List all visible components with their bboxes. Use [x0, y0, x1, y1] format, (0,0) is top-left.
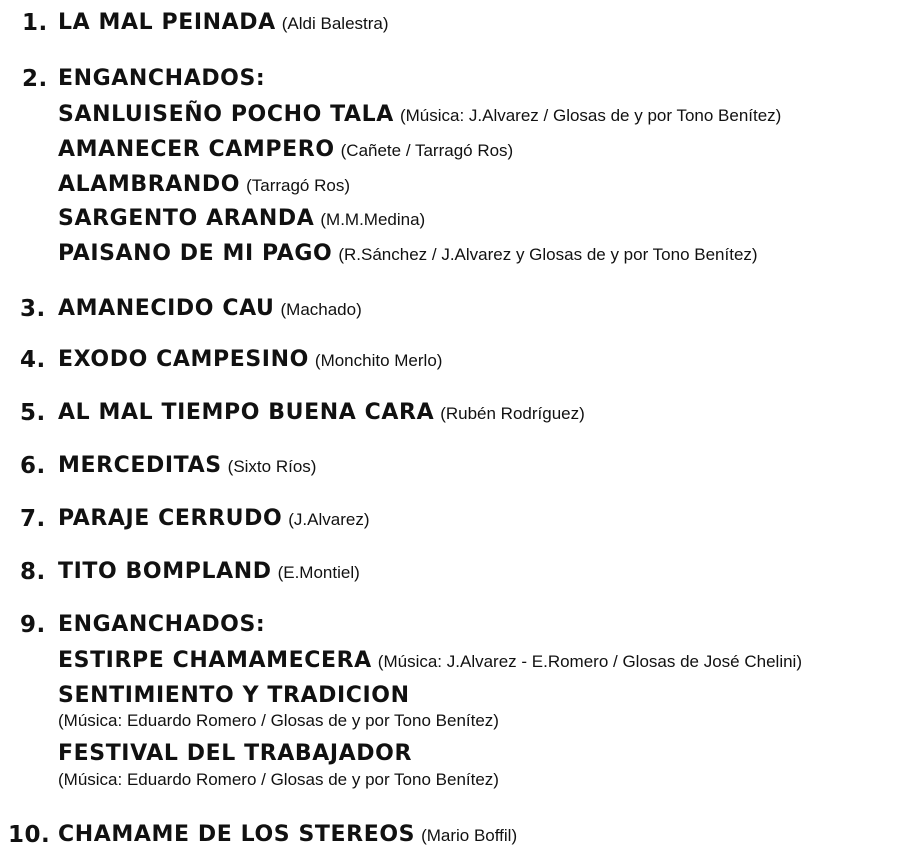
- subtrack-title: SARGENTO ARANDA: [58, 206, 315, 231]
- subtrack-title: ESTIRPE CHAMAMECERA: [58, 648, 372, 673]
- subtrack-credit: (Música: J.Alvarez - E.Romero / Glosas de José Chelini): [377, 652, 802, 671]
- subtrack-title: FESTIVAL DEL TRABAJADOR: [58, 741, 412, 766]
- subtrack-credit: (Cañete / Tarragó Ros): [340, 141, 514, 160]
- subtrack-row: [58, 174, 350, 196]
- track-credit: (E.Montiel): [277, 563, 360, 582]
- subtrack-title: PAISANO DE MI PAGO: [58, 241, 333, 266]
- track-title: PARAJE CERRUDO: [58, 506, 283, 531]
- subtrack-credit: (M.M.Medina): [320, 210, 426, 229]
- track-title: ENGANCHADOS:: [58, 612, 266, 637]
- subtrack-credit: (Música: Eduardo Romero / Glosas de y por Tono Benítez): [58, 770, 499, 789]
- track-number: 1.: [22, 10, 48, 36]
- subtrack-row: [58, 685, 410, 707]
- subtrack-title: AMANECER CAMPERO: [58, 137, 335, 162]
- track-title: MERCEDITAS: [58, 453, 222, 478]
- subtrack-title: SENTIMIENTO Y TRADICION: [58, 683, 410, 708]
- track-number: 10.: [8, 822, 51, 848]
- track-credit: (Mario Boffil): [421, 826, 518, 845]
- track-title: EXODO CAMPESINO: [58, 347, 309, 372]
- track-number: 4.: [20, 347, 46, 373]
- track-number: 7.: [20, 506, 46, 532]
- track-number: 2.: [22, 66, 48, 92]
- track-title: AMANECIDO CAU: [58, 296, 275, 321]
- subtrack-row: [58, 743, 412, 765]
- track-credit: (J.Alvarez): [288, 510, 370, 529]
- track-credit: (Aldi Balestra): [281, 14, 389, 33]
- subtrack-row: [58, 139, 513, 161]
- subtrack-credit-row: [58, 771, 499, 789]
- track-title: CHAMAME DE LOS STEREOS: [58, 822, 416, 847]
- track-number: 5.: [20, 400, 46, 426]
- track-title: LA MAL PEINADA: [58, 10, 276, 35]
- track-title: TITO BOMPLAND: [58, 559, 272, 584]
- subtrack-credit: (Música: Eduardo Romero / Glosas de y por Tono Benítez): [58, 711, 499, 730]
- subtrack-credit: (Música: J.Alvarez / Glosas de y por Tono Benítez): [399, 106, 782, 125]
- track-credit: (Sixto Ríos): [227, 457, 317, 476]
- track-credit: (Machado): [280, 300, 362, 319]
- subtrack-credit: (R.Sánchez / J.Alvarez y Glosas de y por Tono Benítez): [338, 245, 758, 264]
- subtrack-row: [58, 208, 425, 230]
- track-number: 3.: [20, 296, 46, 322]
- subtrack-title: SANLUISEÑO POCHO TALA: [58, 102, 394, 127]
- subtrack-credit: (Tarragó Ros): [246, 176, 350, 195]
- subtrack-row: [58, 243, 758, 265]
- subtrack-row: [58, 104, 781, 126]
- track-title: AL MAL TIEMPO BUENA CARA: [58, 400, 435, 425]
- track-credit: (Monchito Merlo): [314, 351, 443, 370]
- track-number: 9.: [20, 612, 46, 638]
- track-number: 6.: [20, 453, 46, 479]
- track-number: 8.: [20, 559, 46, 585]
- track-credit: (Rubén Rodríguez): [440, 404, 585, 423]
- subtrack-title: ALAMBRANDO: [58, 172, 241, 197]
- track-title: ENGANCHADOS:: [58, 66, 266, 91]
- subtrack-row: [58, 650, 802, 672]
- subtrack-credit-row: [58, 712, 499, 730]
